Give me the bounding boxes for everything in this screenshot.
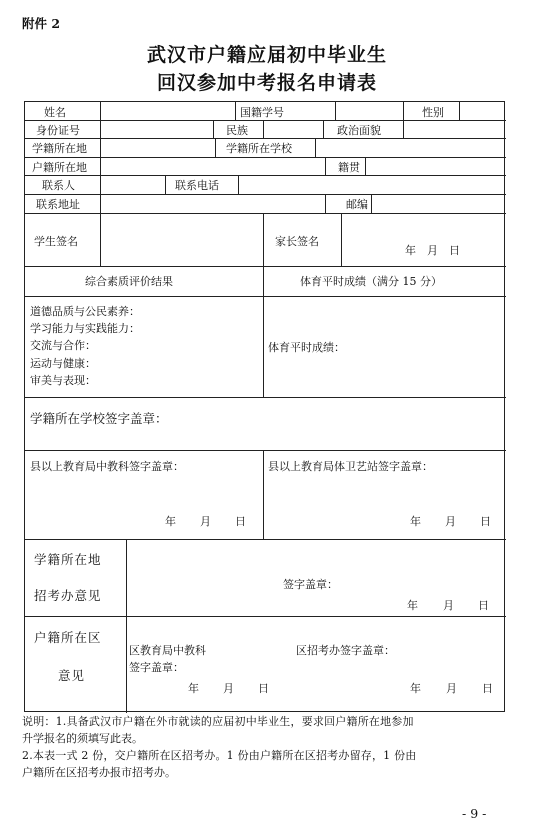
note-line: 2.本表一式 2 份，交户籍所在区招考办。1 份由户籍所在区招考办留存，1 份由 <box>22 749 417 762</box>
page-title-line2: 回汉参加中考报名申请表 <box>156 72 377 94</box>
household-location-label: 户籍所在地 <box>32 161 87 174</box>
county-edu-sign-label: 县以上教育局中教科签字盖章： <box>30 460 184 473</box>
date-year: 年 <box>407 599 418 612</box>
household-district-line2: 意见 <box>58 668 86 683</box>
pe-heading: 体育平时成绩（满分 15 分） <box>300 275 442 288</box>
gender-label: 性别 <box>422 106 444 119</box>
eval-item: 道德品质与公民素养： <box>30 305 140 318</box>
note-line: 户籍所在区招考办报市招考办。 <box>22 766 176 779</box>
eval-item: 审美与表现： <box>30 374 96 387</box>
application-form <box>24 101 505 712</box>
registry-office-stamp-label: 签字盖章： <box>283 578 338 591</box>
native-place-label: 籍贯 <box>338 161 360 174</box>
eval-item: 学习能力与实践能力： <box>30 322 140 335</box>
contact-address-label: 联系地址 <box>36 198 80 211</box>
ethnicity-label: 民族 <box>226 124 248 137</box>
contact-phone-label: 联系电话 <box>175 179 219 192</box>
district-edu-label: 区教育局中教科 <box>129 644 206 657</box>
parent-signature-date: 年 月 日 <box>405 244 460 257</box>
note-line: 说明：1.具备武汉市户籍在外市就读的应届初中毕业生，要求回户籍所在地参加 <box>22 715 414 728</box>
postal-code-label: 邮编 <box>346 198 368 211</box>
date-month: 月 <box>445 515 456 528</box>
date-month: 月 <box>446 682 457 695</box>
eval-item: 交流与合作： <box>30 339 96 352</box>
political-status-label: 政治面貌 <box>337 124 381 137</box>
district-exam-sign-label: 区招考办签字盖章： <box>296 644 395 657</box>
date-month: 月 <box>443 599 454 612</box>
name-label: 姓名 <box>44 106 66 119</box>
district-edu-stamp-label: 签字盖章： <box>129 661 184 674</box>
date-day: 日 <box>480 515 491 528</box>
date-day: 日 <box>235 515 246 528</box>
date-day: 日 <box>258 682 269 695</box>
school-sign-label: 学籍所在学校签字盖章： <box>30 411 168 426</box>
registry-office-line2: 招考办意见 <box>34 588 102 603</box>
date-year: 年 <box>188 682 199 695</box>
eval-heading: 综合素质评价结果 <box>85 275 173 288</box>
date-day: 日 <box>482 682 493 695</box>
household-district-line1: 户籍所在区 <box>34 630 102 645</box>
note-line: 升学报名的须填写此表。 <box>22 732 143 745</box>
date-day: 日 <box>478 599 489 612</box>
page-number: - 9 - <box>462 806 487 821</box>
registry-location-label: 学籍所在地 <box>32 142 87 155</box>
student-signature-label: 学生签名 <box>34 235 78 248</box>
date-month: 月 <box>200 515 211 528</box>
page-title-line1: 武汉市户籍应届初中毕业生 <box>146 44 387 66</box>
date-year: 年 <box>410 515 421 528</box>
registry-school-label: 学籍所在学校 <box>226 142 292 155</box>
pe-score-label: 体育平时成绩： <box>268 341 345 354</box>
county-health-sign-label: 县以上教育局体卫艺站签字盖章： <box>268 460 433 473</box>
attachment-label: 附件 2 <box>22 16 61 31</box>
eval-item: 运动与健康： <box>30 357 96 370</box>
registry-office-line1: 学籍所在地 <box>34 552 102 567</box>
student-id-label: 国籍学号 <box>240 106 284 119</box>
date-year: 年 <box>410 682 421 695</box>
date-year: 年 <box>165 515 176 528</box>
id-number-label: 身份证号 <box>36 124 80 137</box>
date-month: 月 <box>223 682 234 695</box>
contact-person-label: 联系人 <box>42 179 75 192</box>
parent-signature-label: 家长签名 <box>275 235 319 248</box>
